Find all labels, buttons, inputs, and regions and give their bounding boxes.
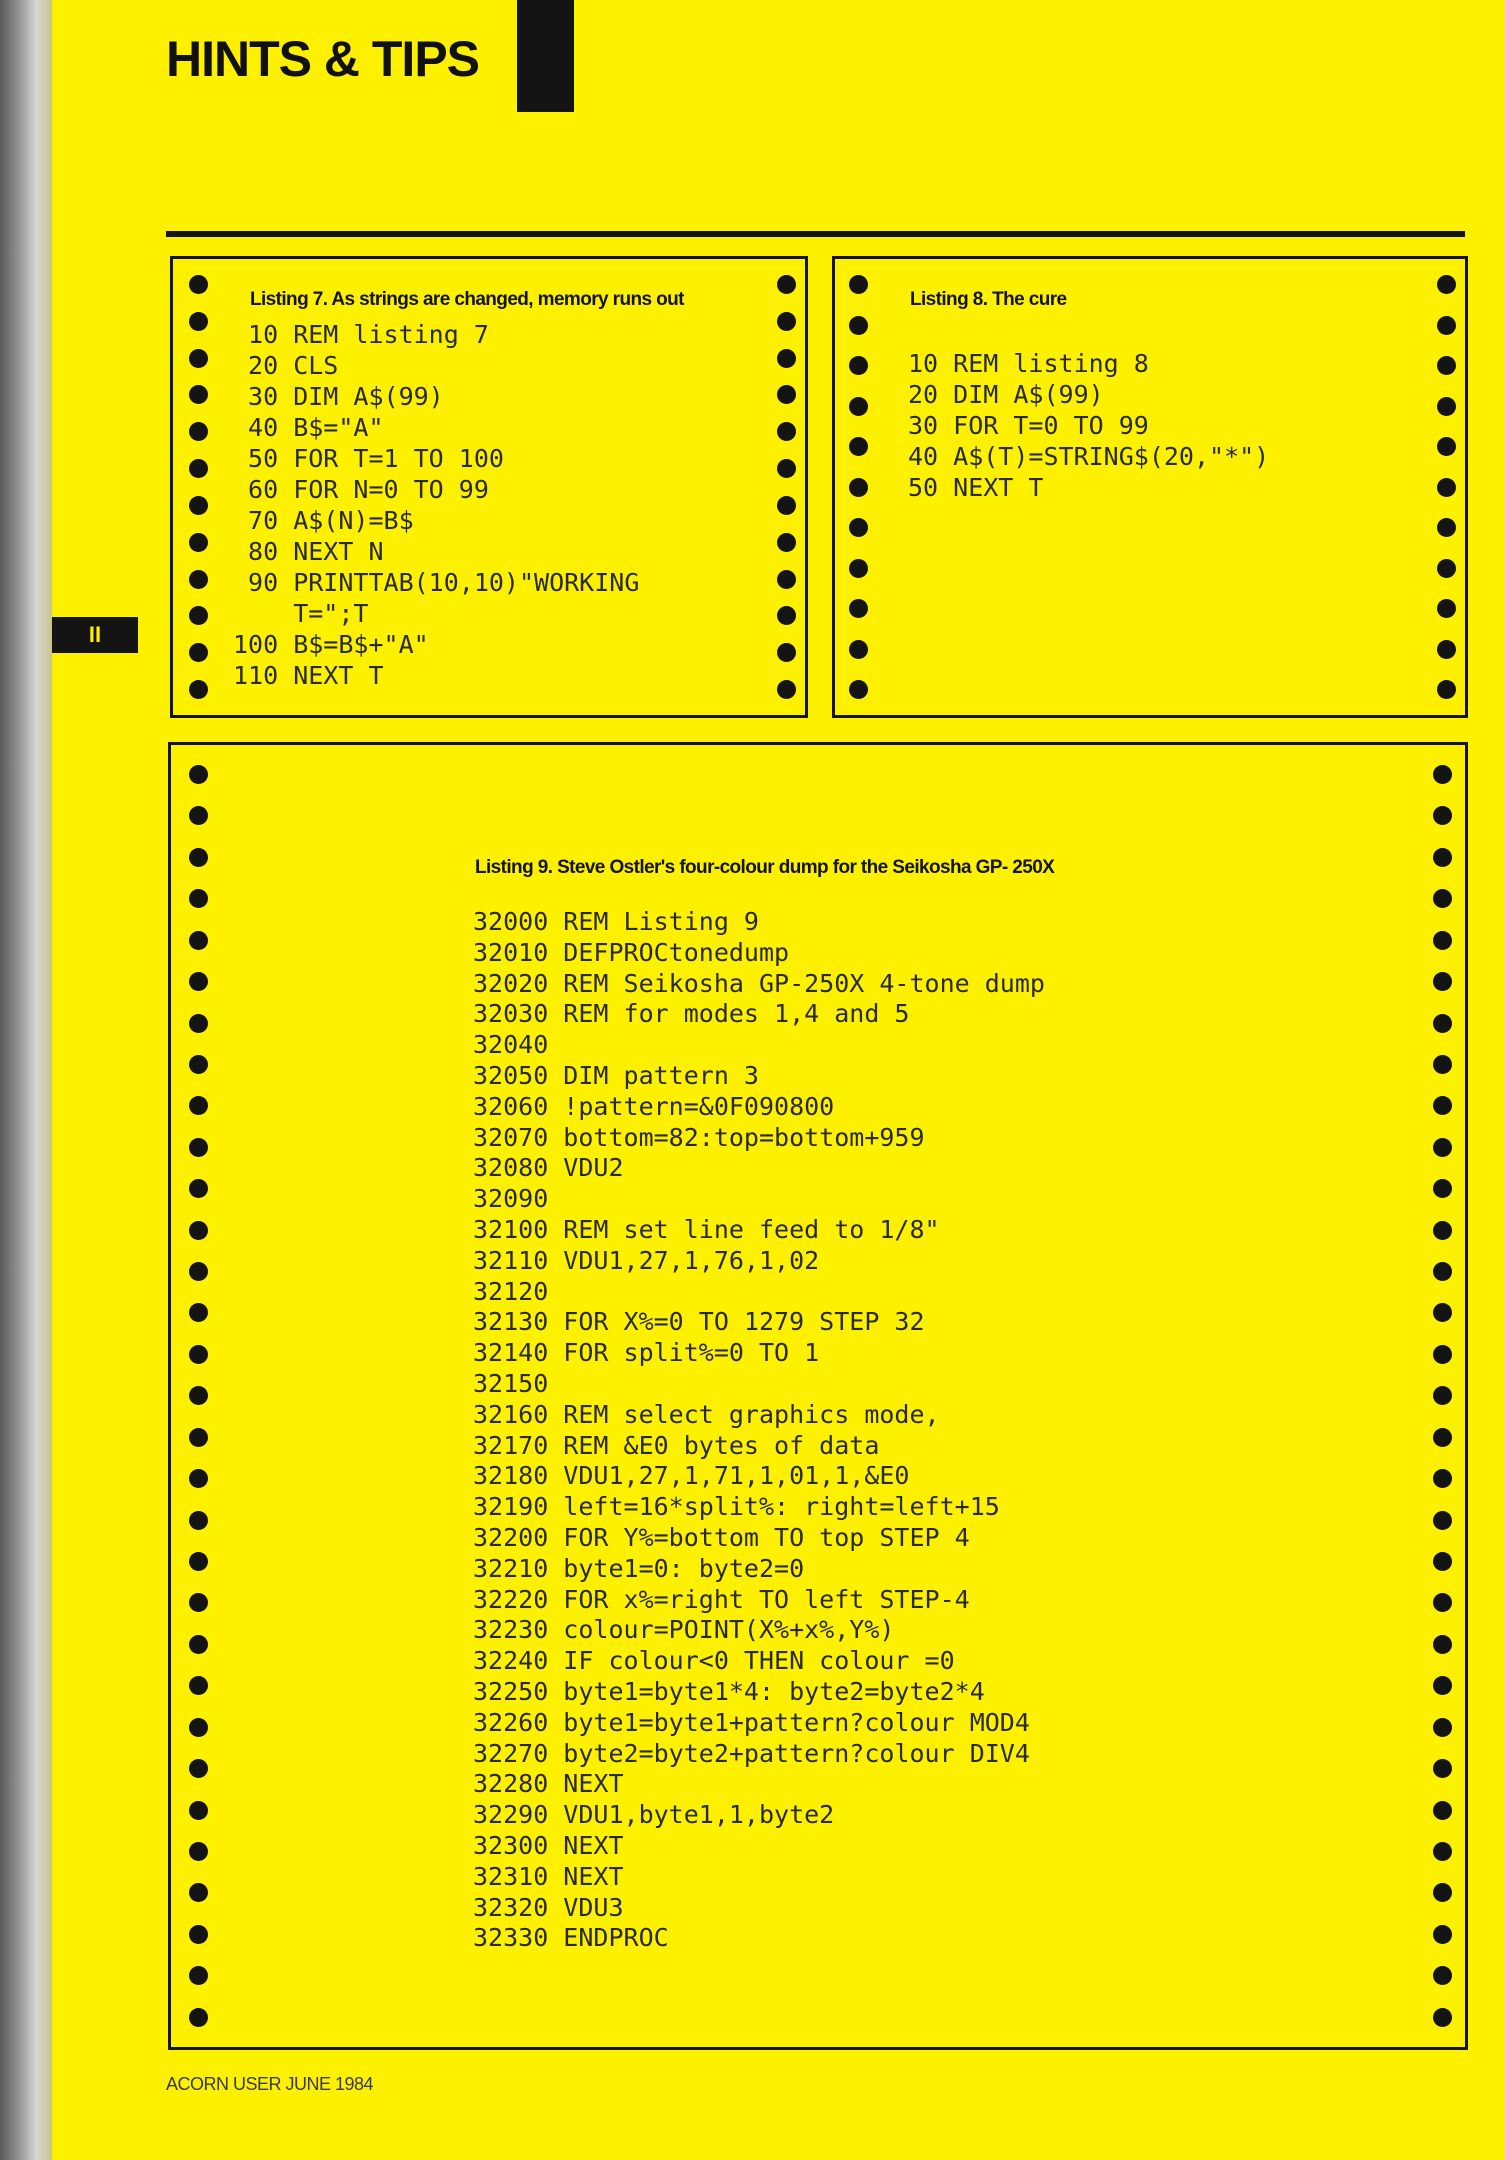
- feed-hole: [1437, 437, 1456, 456]
- feed-hole: [1433, 1303, 1452, 1322]
- listing-8-caption: Listing 8. The cure: [910, 289, 1067, 310]
- tractor-holes-left: [847, 259, 869, 715]
- code-line: 32070 bottom=82:top=bottom+959: [473, 1122, 925, 1152]
- feed-hole: [189, 680, 208, 699]
- code-line: 32060 !pattern=&0F090800: [473, 1091, 835, 1121]
- feed-hole: [1437, 680, 1456, 699]
- feed-hole: [1433, 1801, 1452, 1820]
- feed-hole: [189, 643, 208, 662]
- feed-hole: [1433, 1925, 1452, 1944]
- feed-hole: [1433, 1842, 1452, 1861]
- feed-hole: [1437, 275, 1456, 294]
- feed-hole: [1433, 1055, 1452, 1074]
- feed-hole: [189, 496, 208, 515]
- feed-hole: [1433, 1676, 1452, 1695]
- feed-hole: [189, 1593, 208, 1612]
- listing-9-caption: Listing 9. Steve Ostler's four-colour dump for the Seikosha GP- 250X: [475, 857, 1055, 878]
- feed-hole: [189, 1345, 208, 1364]
- feed-hole: [1433, 1221, 1452, 1240]
- feed-hole: [777, 643, 796, 662]
- code-line: 40 A$(T)=STRING$(20,"*"): [908, 442, 1270, 471]
- header-rule: [166, 231, 1465, 237]
- feed-hole: [1437, 478, 1456, 497]
- code-line: 110 NEXT T: [233, 661, 384, 690]
- code-line: 32010 DEFPROCtonedump: [473, 937, 790, 967]
- feed-hole: [189, 422, 208, 441]
- code-line: 32150: [473, 1368, 549, 1398]
- feed-hole: [777, 570, 796, 589]
- feed-hole: [849, 640, 868, 659]
- feed-hole: [189, 1511, 208, 1530]
- feed-hole: [849, 356, 868, 375]
- feed-hole: [1437, 518, 1456, 537]
- code-line: 50 NEXT T: [908, 473, 1044, 502]
- code-line: 32030 REM for modes 1,4 and 5: [473, 999, 910, 1029]
- feed-hole: [1433, 1511, 1452, 1530]
- feed-hole: [189, 1925, 208, 1944]
- feed-hole: [1433, 931, 1452, 950]
- feed-hole: [1433, 765, 1452, 784]
- code-line: 32320 VDU3: [473, 1892, 624, 1922]
- feed-hole: [189, 1883, 208, 1902]
- feed-hole: [1433, 889, 1452, 908]
- feed-hole: [189, 1469, 208, 1488]
- listing-8-code: [908, 348, 1269, 503]
- feed-hole: [849, 478, 868, 497]
- feed-hole: [1433, 1759, 1452, 1778]
- code-line: 32020 REM Seikosha GP-250X 4-tone dump: [473, 968, 1045, 998]
- code-line: 32310 NEXT: [473, 1861, 624, 1891]
- code-line: 32230 colour=POINT(X%+x%,Y%): [473, 1615, 895, 1645]
- feed-hole: [1433, 1552, 1452, 1571]
- feed-hole: [1433, 1096, 1452, 1115]
- code-line: 32040: [473, 1030, 549, 1060]
- feed-hole: [1433, 2008, 1452, 2027]
- code-line: 32220 FOR x%=right TO left STEP-4: [473, 1584, 970, 1614]
- feed-hole: [189, 349, 208, 368]
- feed-hole: [777, 275, 796, 294]
- feed-hole: [1433, 848, 1452, 867]
- feed-hole: [1433, 1593, 1452, 1612]
- code-line: 100 B$=B$+"A": [233, 630, 429, 659]
- code-line: 32240 IF colour<0 THEN colour =0: [473, 1646, 955, 1676]
- feed-hole: [189, 931, 208, 950]
- code-line: 32000 REM Listing 9: [473, 907, 759, 936]
- code-line: 32330 ENDPROC: [473, 1923, 669, 1953]
- code-line: 32090: [473, 1184, 549, 1214]
- feed-hole: [189, 1428, 208, 1447]
- feed-hole: [189, 1262, 208, 1281]
- feed-hole: [189, 312, 208, 331]
- feed-hole: [189, 1179, 208, 1198]
- footer-issue: ACORN USER JUNE 1984: [166, 2074, 374, 2094]
- feed-hole: [189, 1138, 208, 1157]
- feed-hole: [189, 606, 208, 625]
- tractor-holes-right: [1431, 745, 1453, 2047]
- feed-hole: [189, 1759, 208, 1778]
- tractor-holes-right: [775, 259, 797, 715]
- feed-hole: [189, 1221, 208, 1240]
- code-line: 10 REM listing 8: [908, 349, 1149, 378]
- feed-hole: [1433, 1966, 1452, 1985]
- feed-hole: [849, 397, 868, 416]
- code-line: 90 PRINTTAB(10,10)"WORKING: [233, 568, 640, 597]
- feed-hole: [189, 275, 208, 294]
- title-block: [517, 0, 574, 112]
- code-line: 20 CLS: [233, 351, 339, 380]
- feed-hole: [1433, 1345, 1452, 1364]
- feed-hole: [777, 533, 796, 552]
- feed-hole: [189, 889, 208, 908]
- code-line: 32120: [473, 1276, 549, 1306]
- feed-hole: [189, 1718, 208, 1737]
- feed-hole: [189, 2008, 208, 2027]
- feed-hole: [189, 1386, 208, 1405]
- code-line: 32300 NEXT: [473, 1830, 624, 1860]
- feed-hole: [189, 1303, 208, 1322]
- code-line: 40 B$="A": [233, 413, 384, 442]
- code-line: 10 REM listing 7: [233, 320, 489, 349]
- feed-hole: [189, 1055, 208, 1074]
- feed-hole: [189, 1014, 208, 1033]
- code-line: 32280 NEXT: [473, 1769, 624, 1799]
- code-line: 32180 VDU1,27,1,71,1,01,1,&E0: [473, 1461, 910, 1491]
- code-line: 70 A$(N)=B$: [233, 506, 414, 535]
- code-line: T=";T: [233, 599, 369, 628]
- feed-hole: [1433, 1883, 1452, 1902]
- feed-hole: [189, 1801, 208, 1820]
- code-line: 32260 byte1=byte1+pattern?colour MOD4: [473, 1707, 1030, 1737]
- feed-hole: [1437, 559, 1456, 578]
- listing-8-panel: [832, 256, 1468, 718]
- code-line: 32100 REM set line feed to 1/8": [473, 1214, 940, 1244]
- code-line: 32130 FOR X%=0 TO 1279 STEP 32: [473, 1307, 925, 1337]
- feed-hole: [1433, 806, 1452, 825]
- feed-hole: [1433, 1718, 1452, 1737]
- feed-hole: [189, 1966, 208, 1985]
- tractor-holes-left: [187, 745, 209, 2047]
- feed-hole: [189, 570, 208, 589]
- feed-hole: [777, 680, 796, 699]
- feed-hole: [189, 1635, 208, 1654]
- feed-hole: [777, 459, 796, 478]
- code-line: 60 FOR N=0 TO 99: [233, 475, 489, 504]
- page-title: HINTS & TIPS: [166, 31, 480, 87]
- code-line: 30 FOR T=0 TO 99: [908, 411, 1149, 440]
- listing-7-caption: Listing 7. As strings are changed, memory runs out: [250, 289, 684, 310]
- code-line: 32270 byte2=byte2+pattern?colour DIV4: [473, 1738, 1030, 1768]
- code-line: 32210 byte1=0: byte2=0: [473, 1553, 805, 1583]
- listing-9-code: [473, 907, 1045, 1954]
- code-line: 32190 left=16*split%: right=left+15: [473, 1492, 1000, 1522]
- feed-hole: [189, 848, 208, 867]
- code-line: 80 NEXT N: [233, 537, 384, 566]
- feed-hole: [849, 437, 868, 456]
- feed-hole: [1433, 1428, 1452, 1447]
- code-line: 32200 FOR Y%=bottom TO top STEP 4: [473, 1522, 970, 1552]
- code-line: 32290 VDU1,byte1,1,byte2: [473, 1800, 835, 1830]
- feed-hole: [189, 1096, 208, 1115]
- feed-hole: [189, 806, 208, 825]
- feed-hole: [189, 385, 208, 404]
- feed-hole: [189, 1676, 208, 1695]
- feed-hole: [777, 385, 796, 404]
- feed-hole: [1433, 1138, 1452, 1157]
- feed-hole: [849, 316, 868, 335]
- binding-spine: [0, 0, 52, 2160]
- tractor-holes-left: [187, 259, 209, 715]
- listing-9-panel: [168, 742, 1468, 2050]
- section-tab: II: [52, 617, 138, 653]
- feed-hole: [1437, 640, 1456, 659]
- feed-hole: [1433, 1179, 1452, 1198]
- feed-hole: [1433, 1635, 1452, 1654]
- feed-hole: [189, 765, 208, 784]
- feed-hole: [849, 559, 868, 578]
- feed-hole: [1433, 1469, 1452, 1488]
- feed-hole: [849, 275, 868, 294]
- listing-7-panel: [170, 256, 808, 718]
- code-line: 50 FOR T=1 TO 100: [233, 444, 504, 473]
- code-line: 32170 REM &E0 bytes of data: [473, 1430, 880, 1460]
- feed-hole: [777, 312, 796, 331]
- feed-hole: [777, 422, 796, 441]
- tractor-holes-right: [1435, 259, 1457, 715]
- feed-hole: [849, 680, 868, 699]
- code-line: 32110 VDU1,27,1,76,1,02: [473, 1245, 820, 1275]
- feed-hole: [189, 533, 208, 552]
- feed-hole: [777, 496, 796, 515]
- feed-hole: [189, 1842, 208, 1861]
- feed-hole: [1433, 1386, 1452, 1405]
- feed-hole: [849, 518, 868, 537]
- listing-7-code: [233, 319, 639, 691]
- feed-hole: [777, 606, 796, 625]
- feed-hole: [1433, 1014, 1452, 1033]
- feed-hole: [189, 972, 208, 991]
- code-line: 32160 REM select graphics mode,: [473, 1399, 940, 1429]
- code-line: 32080 VDU2: [473, 1153, 624, 1183]
- code-line: 20 DIM A$(99): [908, 380, 1104, 409]
- feed-hole: [849, 599, 868, 618]
- feed-hole: [1437, 397, 1456, 416]
- feed-hole: [1437, 356, 1456, 375]
- feed-hole: [189, 459, 208, 478]
- code-line: 32250 byte1=byte1*4: byte2=byte2*4: [473, 1676, 985, 1706]
- feed-hole: [1433, 972, 1452, 991]
- feed-hole: [189, 1552, 208, 1571]
- feed-hole: [1437, 316, 1456, 335]
- code-line: 32050 DIM pattern 3: [473, 1060, 759, 1090]
- code-line: 32140 FOR split%=0 TO 1: [473, 1338, 820, 1368]
- feed-hole: [777, 349, 796, 368]
- code-line: 30 DIM A$(99): [233, 382, 444, 411]
- feed-hole: [1433, 1262, 1452, 1281]
- feed-hole: [1437, 599, 1456, 618]
